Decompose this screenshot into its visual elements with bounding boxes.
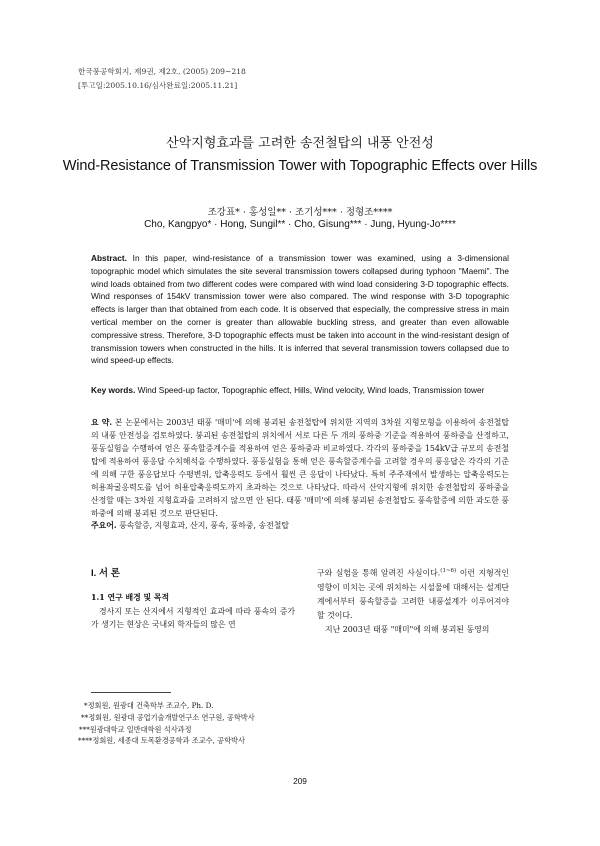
footnotes	[78, 700, 255, 747]
abstract-text: In this paper, wind-resistance of a transmission tower was examined, using a 3-dimensional topographic model which simulates the site several transmission towers collapsed during typhoon "Maemi". The wind loads obtained from two different codes were compared with wind load considering 3-D topographic effects. Wind responses of 154kV transmission tower were also compared. The wind response with 3-D topographic effects is larger than that obtained from each code. It is observed that especially, the compressive stress in main vertical member on the corner is greater than allowable buckling stress, and greater than even allowable compressive stress. Therefore, 3-D topographic effects must be taken into account in the wind-resistant design of transmission towers when constructed in the hills. It is inferred that several transmission towers collapsed due to wind speed-up effects.	[91, 253, 510, 366]
korean-keywords-text: 풍속할증, 지형효과, 산지, 풍속, 풍하중, 송전철탑	[119, 521, 290, 530]
abstract-label: Abstract.	[91, 253, 127, 263]
right-body-text-3: 지난 2003년 태풍 "매미"에 의해 붕괴된 동영의	[325, 625, 490, 634]
footnote: **정회원, 원광대 공업기술개발연구소 연구원, 공학박사	[81, 712, 255, 722]
left-column	[91, 567, 295, 632]
section-heading: I. 서 론	[91, 568, 120, 579]
journal-citation: 한국풍공학회지, 제9권, 제2호, (2005) 209~218	[78, 67, 246, 76]
footnote: ***원광대학교 일반대학원 석사과정	[79, 724, 192, 734]
subsection-heading: 1.1 연구 배경 및 목적	[91, 592, 170, 602]
right-column	[317, 564, 509, 637]
footnote-divider	[91, 692, 171, 693]
citation-ref: (1~6)	[440, 568, 457, 574]
keywords	[91, 384, 509, 397]
page-number: 209	[293, 776, 307, 786]
authors-korean: 조강표* · 홍성일** · 조기성*** · 정형조****	[207, 207, 393, 218]
korean-abstract-label: 요 약.	[91, 418, 113, 427]
keywords-label: Key words.	[91, 385, 136, 395]
abstract	[91, 252, 509, 367]
submission-dates: [투고일:2005.10.16/심사완료일:2005.11.21]	[78, 81, 238, 90]
footnote: *정회원, 원광대 건축학부 조교수, Ph. D.	[84, 701, 214, 710]
right-body-text-2: 이런 지형적인 영향이 미치는 곳에 위치하는 시설물에 대해서는 설계단계에서부터 풍속할증을 고려한 내풍설계가 이루어져야 할 것이다.	[317, 568, 509, 620]
title-korean: 산악지형효과를 고려한 송전철탑의 내풍 안전성	[166, 136, 434, 151]
korean-abstract	[91, 416, 509, 520]
korean-keywords	[91, 520, 509, 531]
title-english: Wind-Resistance of Transmission Tower with Topographic Effects over Hills	[62, 158, 538, 174]
keywords-text: Wind Speed-up factor, Topographic effect, Hills, Wind velocity, Wind loads, Transmission tower	[137, 385, 485, 395]
korean-abstract-text: 본 논문에서는 2003년 태풍 '매미'에 의해 붕괴된 송전철탑에 위치한 지역의 3차원 지형모형을 이용하여 송전철탑의 내풍 안전성을 검토하였다. 붕괴된 송전철탑의 위치에서 서로 다른 두 개의 풍하중 기준을 적용하여 풍하중을 산정하고, 풍동실험을 수행하여 얻은 풍속할증계수를 적용하여 얻은 풍하중과 비교하였다. 각각의 풍하중을 154kV급 규모의 송전철탑에 적용하여 풍응답 수치해석을 수행하였다. 풍동실험을 통해 얻은 풍속할증계수를 고려할 경우의 풍응답은 각각의 기준에 의해 구한 풍응답보다 수평변위, 압축응력도 등에서 훨씬 큰 응답이 나타났다. 특히 주주재에서 발생하는 압축응력도는 허용좌굴응력도를 넘어 허용압축응력도까지 초과하는 것으로 나타났다. 따라서 산악지형에 위치한 송전철탑의 풍하중을 산정할 때는 3차원 지형효과를 고려하지 않으면 안 된다. 태풍 '매미'에 의해 붕괴된 송전철탑도 풍속할증에 의한 과도한 풍하중에 의해 붕괴된 것으로 판단된다.	[91, 418, 509, 518]
right-body-text-1: 구와 실험을 통해 알려진 사실이다.	[317, 568, 441, 578]
footnote: ****정회원, 세종대 토목환경공학과 조교수, 공학박사	[78, 736, 245, 746]
authors-english: Cho, Kangpyo* · Hong, Sungil** · Cho, Gisung*** · Jung, Hyung-Jo****	[144, 219, 456, 230]
korean-keywords-label: 주요어.	[91, 521, 117, 530]
left-body-text: 경사지 또는 산지에서 지형적인 효과에 따라 풍속의 증가가 생기는 현상은 국내외 학자들의 많은 연	[91, 606, 295, 630]
